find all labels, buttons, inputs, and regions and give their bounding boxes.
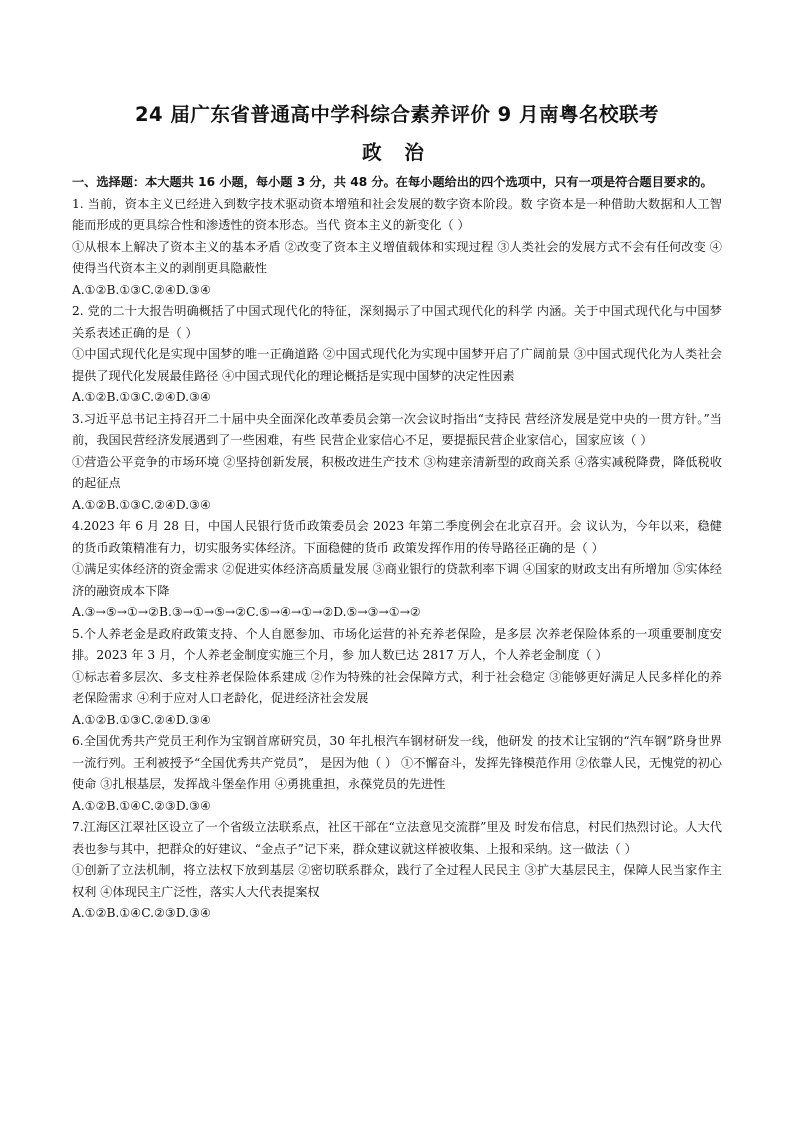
question-stem: 2. 党的二十大报告明确概括了中国式现代化的特征，深刻揭示了中国式现代化的科学 内涵。关于中国式现代化与中国梦关系表述正确的是（ ） — [72, 304, 722, 340]
question-options: ①从根本上解决了资本主义的基本矛盾 ②改变了资本主义增值载体和实现过程 ③人类社会的发展方式不会有任何改变 ④使得当代资本主义的剥削更具隐蔽性 — [72, 239, 722, 275]
question-options: ①创新了立法机制，将立法权下放到基层 ②密切联系群众，践行了全过程人民民主 ③扩大基层民主，保障人民当家作主权利 ④体现民主广泛性，落实人大代表提案权 — [72, 863, 722, 899]
question-stem: 7.江海区江翠社区设立了一个省级立法联系点，社区干部在“立法意见交流群”里及 时发布信息，村民们热烈讨论。人大代表也参与其中，把群众的好建议、“金点子”记下来，群众建议就这样被收集、上报和采纳。这一做法（ ） — [72, 820, 722, 856]
answer-choices: A.①②B.①③C.②④D.③④ — [72, 497, 211, 512]
question-stem: 1. 当前，资本主义已经进入到数字技术驱动资本增殖和社会发展的数字资本阶段。数 字资本是一种借助大数据和人工智能而形成的更具综合性和渗透性的资本形态。当代 资本主义的新变化（ ） — [72, 196, 722, 232]
question-2 — [72, 301, 722, 409]
question-4 — [72, 516, 722, 624]
answer-choices: A.①②B.①④C.②③D.③④ — [72, 798, 211, 813]
question-7 — [72, 817, 722, 925]
question-1 — [72, 194, 722, 302]
section-heading: 一、选择题：本大题共 16 小题，每小题 3 分，共 48 分。在每小题给出的四个选项中，只有一项是符合题目要求的。 — [72, 175, 713, 189]
question-stem: 6.全国优秀共产党员王利作为宝钢首席研究员，30 年扎根汽车钢材研发一线，他研发 的技术让宝钢的“汽车钢”跻身世界一流行列。王利被授予“全国优秀共产党员”， 是因为他（ ） ①不懈奋斗，发挥先锋模范作用 ②依靠人民，无愧党的初心使命 ③扎根基层，发挥战斗堡垒作用 ④勇挑重担，永葆党员的先进性 — [72, 734, 722, 791]
question-options: ①营造公平竞争的市场环境 ②坚持创新发展，积极改进生产技术 ③构建亲清新型的政商关系 ④落实减税降费，降低税收的起征点 — [72, 454, 722, 490]
exam-subject: 政 治 — [362, 141, 432, 164]
question-3 — [72, 409, 722, 517]
answer-choices: A.③→⑤→①→②B.③→①→⑤→②C.⑤→④→①→②D.⑤→③→①→② — [72, 605, 421, 619]
question-5 — [72, 624, 722, 732]
question-stem: 3.习近平总书记主持召开二十届中央全面深化改革委员会第一次会议时指出“支持民 营经济发展是党中央的一贯方针。”当前，我国民营经济发展遇到了一些困难，有些 民营企业家信心不足，要提振民营企业家信心，国家应该（ ） — [72, 411, 722, 447]
exam-title: 24 届广东省普通高中学科综合素养评价 9 月南粤名校联考 — [134, 103, 660, 126]
answer-choices: A.①②B.①③C.②④D.③④ — [72, 282, 211, 297]
question-options: ①标志着多层次、多支柱养老保险体系建成 ②作为特殊的社会保障方式，利于社会稳定 ③能够更好满足人民多样化的养老保险需求 ④利于应对人口老龄化，促进经济社会发展 — [72, 669, 722, 705]
question-6 — [72, 731, 722, 817]
answer-choices: A.①②B.①③C.②④D.③④ — [72, 712, 211, 727]
answer-choices: A.①②B.①③C.②④D.③④ — [72, 390, 211, 404]
question-options: ①满足实体经济的资金需求 ②促进实体经济高质量发展 ③商业银行的贷款利率下调 ④国家的财政支出有所增加 ⑤实体经济的融资成本下降 — [72, 562, 722, 598]
question-stem: 4.2023 年 6 月 28 日，中国人民银行货币政策委员会 2023 年第二季度例会在北京召开。会 议认为，今年以来，稳健的货币政策精准有力，切实服务实体经济。下面稳健的货币 政策发挥作用的传导路径正确的是（ ） — [72, 519, 722, 555]
answer-choices: A.①②B.①④C.②③D.③④ — [72, 906, 211, 920]
question-options: ①中国式现代化是实现中国梦的唯一正确道路 ②中国式现代化为实现中国梦开启了广阔前景 ③中国式现代化为人类社会提供了现代化发展最佳路径 ④中国式现代化的理论概括是实现中国梦的决定性因素 — [72, 347, 722, 383]
question-stem: 5.个人养老金是政府政策支持、个人自愿参加、市场化运营的补充养老保险，是多层 次养老保险体系的一项重要制度安排。2023 年 3 月，个人养老金制度实施三个月，参 加人数已达 2817 万人，个人养老金制度（ ） — [72, 626, 722, 662]
